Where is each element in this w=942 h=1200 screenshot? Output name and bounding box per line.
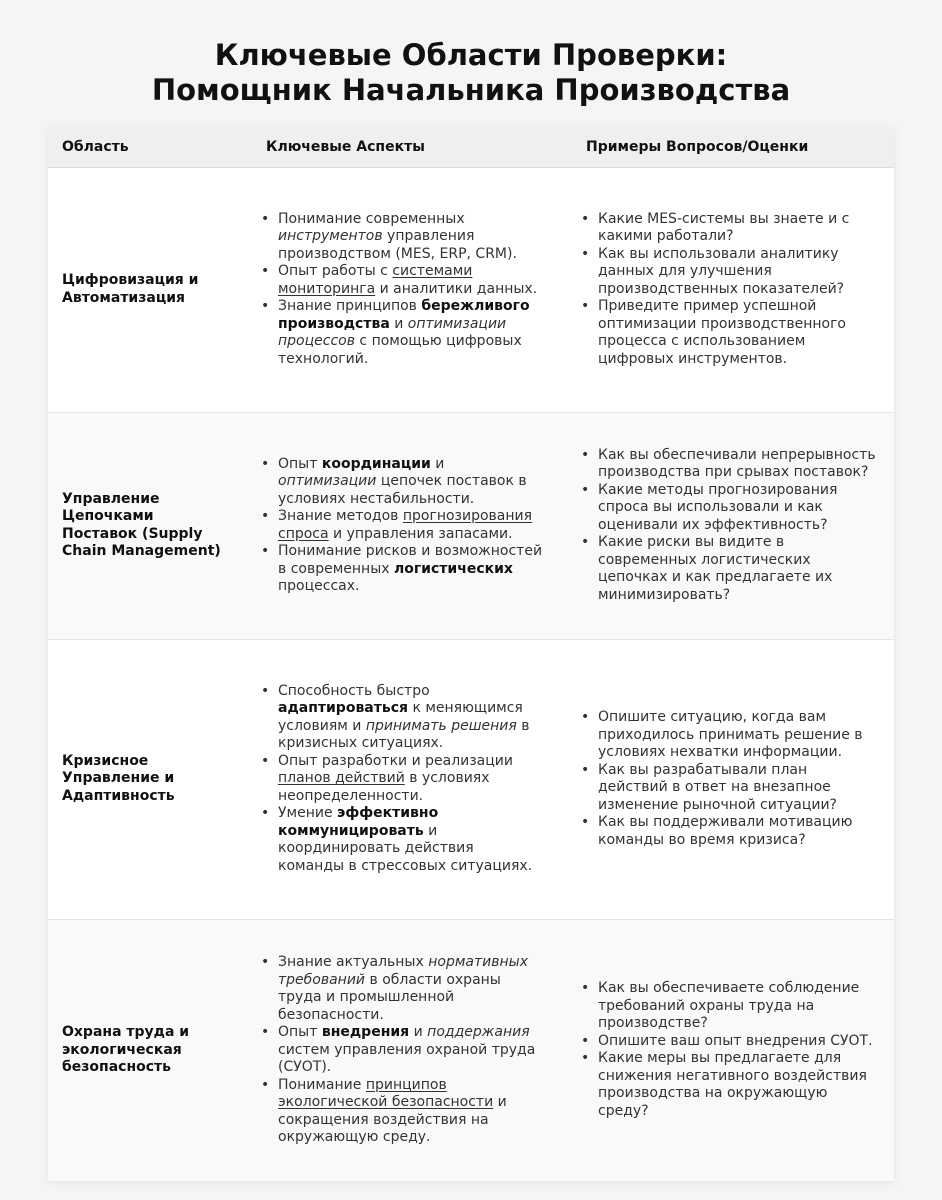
aspects-cell	[238, 412, 558, 639]
questions-list	[572, 980, 880, 1120]
question-item: • Опишите ваш опыт внедрения СУОТ.	[598, 1033, 880, 1051]
question-item: • Какие меры вы предлагаете для снижения негативного воздействия производства на окружающую среду?	[598, 1050, 880, 1120]
bold-text: адаптироваться	[278, 700, 408, 717]
table-row	[48, 167, 894, 412]
question-item: • Как вы разрабатывали план действий в ответ на внезапное изменение рыночной ситуации?	[598, 762, 880, 815]
bold-text: внедрения	[321, 1024, 410, 1040]
italic-text: принимать решения	[365, 717, 517, 734]
bold-text: логистических	[394, 560, 513, 577]
aspects-cell	[238, 167, 558, 412]
underlined-text: планов действий	[278, 770, 405, 787]
page-title	[0, 0, 942, 128]
italic-text: инструментов	[278, 228, 383, 245]
questions-cell	[558, 412, 894, 639]
italic-text: оптимизации процессов	[278, 315, 507, 350]
italic-text: нормативных требований	[278, 954, 528, 988]
table-row	[48, 639, 894, 919]
questions-cell	[558, 639, 894, 919]
question-item: • Как вы использовали аналитику данных для улучшения производственных показателей?	[598, 246, 880, 299]
question-item: • Как вы поддерживали мотивацию команды во время кризиса?	[598, 814, 880, 849]
questions-list	[572, 447, 880, 605]
underlined-text: прогнозирования спроса	[278, 508, 533, 542]
aspect-item: • Опыт координации и оптимизации цепочек поставок в условиях нестабильности.	[278, 456, 544, 509]
area-cell: Охрана труда и экологическая безопасность	[48, 919, 238, 1181]
aspect-item: • Знание актуальных нормативных требований в области охраны труда и промышленной безопасности.	[278, 954, 544, 1024]
question-item: • Опишите ситуацию, когда вам приходилось принимать решение в условиях нехватки информации.	[598, 709, 880, 762]
aspect-item: • Понимание современных инструментов управления производством (MES, ERP, CRM).	[278, 211, 544, 264]
aspect-item: • Опыт внедрения и поддержания систем управления охраной труда (СУОТ).	[278, 1024, 544, 1077]
area-cell: Управление Цепочками Поставок (Supply Chain Management)	[48, 412, 238, 639]
aspect-item: • Способность быстро адаптироваться к меняющимся условиям и принимать решения в кризисных ситуациях.	[278, 683, 544, 753]
aspects-list	[252, 954, 544, 1147]
aspects-list	[252, 211, 544, 369]
questions-cell	[558, 167, 894, 412]
bold-text: координации	[321, 455, 431, 472]
area-cell: Кризисное Управление и Адаптивность	[48, 639, 238, 919]
column-header-area: Область	[48, 127, 238, 167]
column-header-questions: Примеры Вопросов/Оценки	[558, 127, 894, 167]
questions-cell	[558, 919, 894, 1181]
assessment-table-card	[48, 127, 894, 1181]
table-row	[48, 412, 894, 639]
page-title-line-1: Ключевые Области Проверки:	[214, 38, 728, 72]
questions-list	[572, 709, 880, 849]
question-item: • Какие методы прогнозирования спроса вы использовали и как оценивали их эффективность?	[598, 482, 880, 535]
aspect-item: • Умение эффективно коммуницировать и координировать действия команды в стрессовых ситуациях.	[278, 805, 544, 875]
question-item: • Как вы обеспечивали непрерывность производства при срывах поставок?	[598, 447, 880, 482]
question-item: • Как вы обеспечиваете соблюдение требований охраны труда на производстве?	[598, 980, 880, 1033]
question-item: • Приведите пример успешной оптимизации производственного процесса с использованием цифровых инструментов.	[598, 298, 880, 368]
question-item: • Какие MES-системы вы знаете и с какими работали?	[598, 211, 880, 246]
page-title-line-2: Помощник Начальника Производства	[151, 73, 791, 107]
questions-list	[572, 211, 880, 369]
column-header-aspects: Ключевые Аспекты	[238, 127, 558, 167]
underlined-text: принципов экологической безопасности	[278, 1076, 494, 1110]
table-row	[48, 919, 894, 1181]
aspect-item: • Знание методов прогнозирования спроса и управления запасами.	[278, 508, 544, 543]
aspect-item: • Понимание принципов экологической безопасности и сокращения воздействия на окружающую среду.	[278, 1077, 544, 1147]
aspects-cell	[238, 639, 558, 919]
aspect-item: • Опыт разработки и реализации планов действий в условиях неопределенности.	[278, 753, 544, 806]
italic-text: поддержания	[427, 1024, 530, 1040]
aspects-cell	[238, 919, 558, 1181]
italic-text: оптимизации	[278, 473, 377, 489]
aspects-list	[252, 456, 544, 596]
aspect-item: • Знание принципов бережливого производства и оптимизации процессов с помощью цифровых технологий.	[278, 298, 544, 368]
question-item: • Какие риски вы видите в современных логистических цепочках и как предлагаете их минимизировать?	[598, 534, 880, 604]
assessment-table	[48, 127, 894, 1181]
bold-text: эффективно коммуницировать	[278, 805, 439, 839]
aspect-item: • Опыт работы с системами мониторинга и аналитики данных.	[278, 263, 544, 298]
area-cell: Цифровизация и Автоматизация	[48, 167, 238, 412]
aspects-list	[252, 683, 544, 876]
table-header-row	[48, 127, 894, 167]
bold-text: бережливого производства	[278, 298, 530, 332]
aspect-item: • Понимание рисков и возможностей в современных логистических процессах.	[278, 543, 544, 596]
underlined-text: системами мониторинга	[278, 263, 473, 297]
